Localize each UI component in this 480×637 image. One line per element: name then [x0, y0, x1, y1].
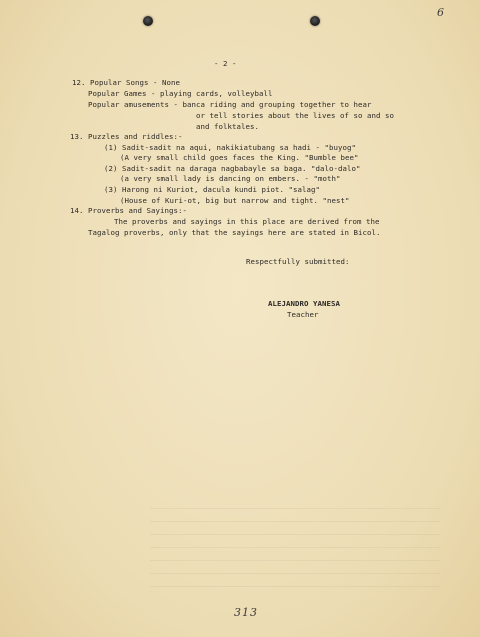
punch-hole-right — [310, 16, 320, 26]
line-riddle-1-translation: (A very small child goes faces the King. "Bumble bee" — [120, 153, 359, 162]
line-riddle-2-translation: (a very small lady is dancing on embers. - "moth" — [120, 174, 341, 183]
line-riddle-3-translation: (House of Kuri-ot, big but narrow and tight. "nest" — [120, 196, 350, 205]
line-proverbs-heading: 14. Proverbs and Sayings:- — [70, 206, 187, 215]
line-amusements-cont-2: and folktales. — [196, 122, 259, 131]
line-amusements-cont-1: or tell stories about the lives of so and so — [196, 111, 394, 120]
line-popular-amusements: Popular amusements - banca riding and grouping together to hear — [88, 100, 372, 109]
bleed-through-text — [150, 500, 440, 590]
line-proverbs-text-1: The proverbs and sayings in this place are derived from the — [114, 217, 380, 226]
punch-hole-left — [143, 16, 153, 26]
line-riddle-3: (3) Harong ni Kuriot, dacula kundi piot. "salag" — [104, 185, 320, 194]
line-puzzles-heading: 13. Puzzles and riddles:- — [70, 132, 183, 141]
signer-title: Teacher — [287, 310, 319, 319]
handwritten-folio-number: 313 — [234, 606, 258, 619]
handwritten-page-mark: 6 — [437, 6, 444, 19]
line-riddle-2: (2) Sadit-sadit na daraga nagbabayle sa baga. "dalo-dalo" — [104, 164, 361, 173]
line-riddle-1: (1) Sadit-sadit na aqui, nakikiatubang sa hadi - "buyog" — [104, 143, 356, 152]
page-number: - 2 - — [214, 59, 237, 68]
line-popular-games: Popular Games - playing cards, volleyball — [88, 89, 273, 98]
signer-name: ALEJANDRO YANESA — [268, 299, 340, 308]
line-popular-songs: 12. Popular Songs - None — [72, 78, 180, 87]
line-proverbs-text-2: Tagalog proverbs, only that the sayings here are stated in Bicol. — [88, 228, 381, 237]
closing-line: Respectfully submitted: — [246, 257, 350, 266]
